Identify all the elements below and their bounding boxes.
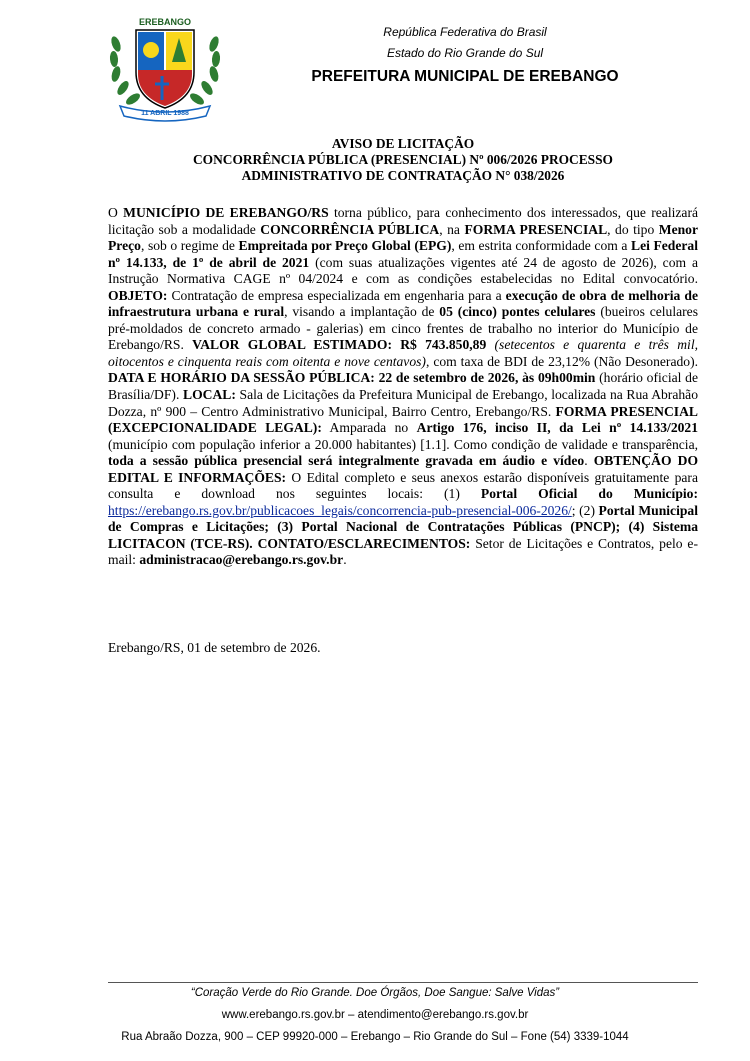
- form-type: FORMA PRESENCIAL: [464, 221, 608, 237]
- body-text: Amparada no: [321, 420, 417, 436]
- title-line-1: AVISO DE LICITAÇÃO: [331, 136, 475, 151]
- body-text: , do tipo: [607, 221, 659, 237]
- footer-divider: [108, 982, 698, 983]
- body-text: (horário oficial de Brasília/DF).: [108, 370, 698, 403]
- other-portals: Portal Municipal de Compras e Licitações; (3) Portal Nacional de Contratações Públicas (PNCP); (4) Sistema LICITACON (TCE-RS).: [108, 502, 698, 551]
- edital-info-label: OBTENÇÃO DO EDITAL E INFORMAÇÕES:: [108, 453, 699, 485]
- body-text: , em estrita conformidade com a: [451, 238, 631, 254]
- contact-email: administracao@erebango.rs.gov.br: [139, 552, 344, 568]
- modality: CONCORRÊNCIA PÚBLICA: [260, 221, 440, 237]
- country-name: República Federativa do Brasil: [383, 25, 547, 39]
- letterhead: [250, 22, 680, 88]
- title-line-3: ADMINISTRATIVO DE CONTRATAÇÃO N° 038/2026: [241, 168, 565, 183]
- svg-text:11 ABRIL 1988: 11 ABRIL 1988: [141, 110, 189, 117]
- body-text: , na: [439, 221, 465, 237]
- body-text: Sala de Licitações da Prefeitura Municipal de Erebango, localizada na Rua Abrahão Dozza, nº 900 – Centro Administrativo Municipal, Bairro Centro, Erebango/RS.: [108, 387, 698, 419]
- body-text: .: [343, 552, 347, 568]
- municipality-name: MUNICÍPIO DE EREBANGO/RS: [123, 205, 329, 220]
- session-datetime: DATA E HORÁRIO DA SESSÃO PÚBLICA: 22 de setembro de 2026, às 09h00min: [108, 370, 596, 386]
- footer-address: Rua Abraão Dozza, 900 – CEP 99920-000 – Erebango – Rio Grande do Sul – Fone (54) 3339-1044: [121, 1031, 629, 1043]
- recording-notice: toda a sessão pública presencial será integralmente gravada em áudio e vídeo: [108, 453, 585, 469]
- object-description: execução de obra de melhoria de infraestrutura urbana e rural: [108, 287, 698, 320]
- body-text: torna público, para conhecimento dos interessados, que realizará licitação sob a modalidade: [108, 205, 699, 237]
- svg-text:EREBANGO: EREBANGO: [138, 17, 192, 27]
- notice-title: [108, 136, 698, 184]
- body-text: Contratação de empresa especializada em engenharia para a: [167, 287, 506, 303]
- regime: Empreitada por Preço Global (EPG): [238, 238, 452, 254]
- body-text: O Edital completo e seus anexos estarão disponíveis gratuitamente para consulta e download nos seguintes locais: (1): [108, 469, 698, 502]
- location-label: LOCAL:: [183, 387, 236, 403]
- bridge-count: 05 (cinco) pontes celulares: [439, 304, 596, 320]
- body-text: (município com população inferior a 20.000 habitantes) [1.1]. Como condição de validade e transparência,: [108, 436, 698, 452]
- official-portal-label: Portal Oficial do Município:: [480, 486, 698, 502]
- body-text: (com suas atualizações vigentes até 24 de agosto de 2026), com a Instrução Normativa CAGE nº 04/2024 e com as condições estabelecidas no Edital convocatório.: [108, 254, 698, 287]
- body-text: , com taxa de BDI de 23,12% (Não Desonerado).: [425, 353, 698, 369]
- legal-basis: Artigo 176, inciso II, da Lei nº 14.133/2021: [416, 420, 699, 436]
- body-text: .: [584, 453, 594, 469]
- body-text: , sob o regime de: [140, 238, 239, 254]
- bid-type: Menor Preço: [108, 221, 698, 254]
- title-line-2: CONCORRÊNCIA PÚBLICA (PRESENCIAL) Nº 006/2026 PROCESSO: [193, 152, 613, 167]
- body-text: , visando a implantação de: [284, 304, 440, 320]
- footer-website-email: www.erebango.rs.gov.br – atendimento@erebango.rs.gov.br: [221, 1009, 529, 1021]
- object-label: OBJETO:: [108, 287, 168, 303]
- prefecture-name: PREFEITURA MUNICIPAL DE EREBANGO: [311, 68, 619, 85]
- edital-link[interactable]: https://erebango.rs.gov.br/publicacoes_legais/concorrencia-pub-presencial-006-2026/: [108, 502, 572, 518]
- body-text: O: [108, 205, 124, 220]
- law-reference: Lei Federal nº 14.133, de 1º de abril de 2021: [108, 238, 698, 270]
- municipal-crest-logo: [106, 14, 224, 122]
- state-name: Estado do Rio Grande do Sul: [386, 46, 544, 60]
- body-text: Setor de Licitações e Contratos, pelo e-mail:: [108, 535, 698, 568]
- contact-label: CONTATO/ESCLARECIMENTOS:: [257, 535, 471, 551]
- notice-body: [108, 205, 698, 569]
- value-in-words: (setecentos e quarenta e três mil, oitocentos e cinquenta reais com oitenta e nove centavos): [108, 337, 698, 369]
- body-text: ; (2): [571, 502, 599, 518]
- presential-form-label: FORMA PRESENCIAL (EXCEPCIONALIDADE LEGAL):: [108, 403, 698, 436]
- date-line: Erebango/RS, 01 de setembro de 2026.: [108, 640, 321, 655]
- body-text: (bueiros celulares pré-moldados de concreto armado - galerias) em cinco frentes de trabalho no interior do Município de Erebango/RS.: [108, 304, 698, 353]
- estimated-value: VALOR GLOBAL ESTIMADO: R$ 743.850,89: [192, 337, 487, 353]
- footer-slogan: “Coração Verde do Rio Grande. Doe Órgãos, Doe Sangue: Salve Vidas”: [190, 987, 560, 999]
